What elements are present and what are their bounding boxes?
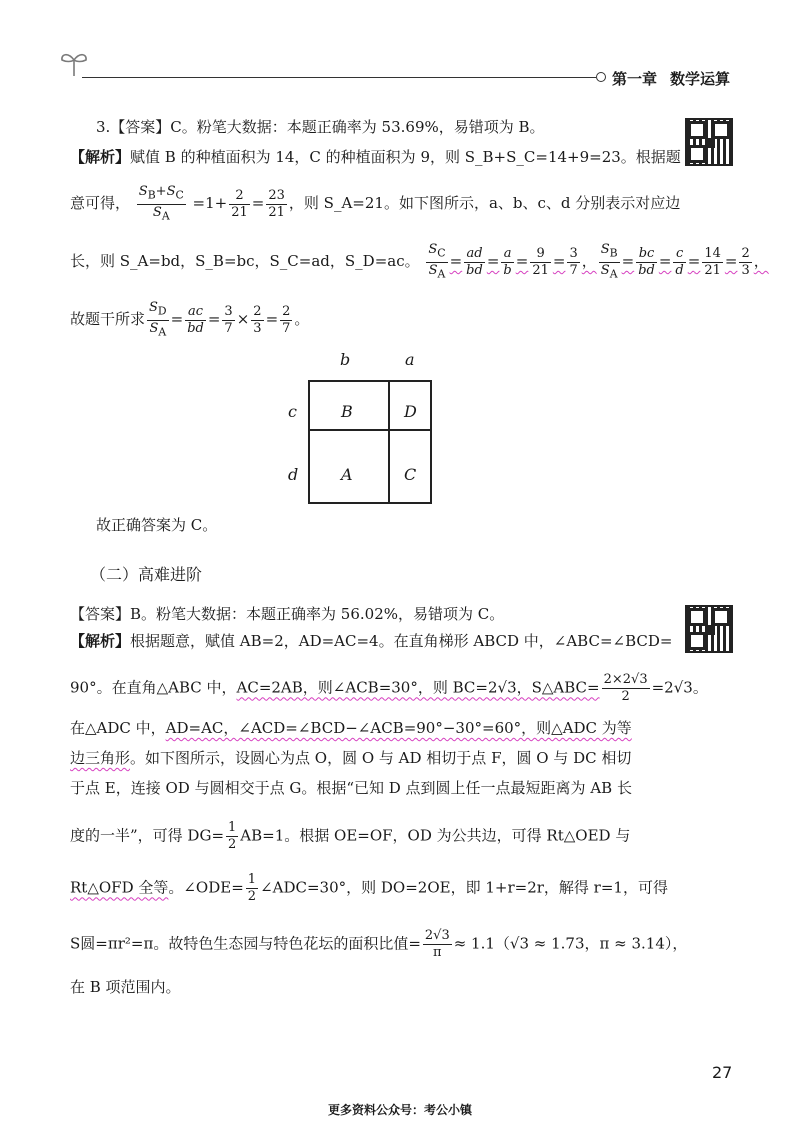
s2-l2-underlined: AC=2AB，则∠ACB=30°，则 BC=2√3，S△ABC= — [236, 678, 600, 697]
q3-analysis-line-3: 长，则 S_A=bd，S_B=bc，S_C=ad，S_D=ac。 $\frac{S_C}{S_A}$ = $\frac{ad}{bd}$ = $\frac{a}{b}$ = $\frac{9}{21}$ = $\frac{3}{7}$ ， $\frac{S_B}{S_A}$ = $\frac{bc}{bd}$ = $\frac{c}{d}$ = $\frac{14}{21}$ = $\frac{2}{3}$ ， — [70, 242, 769, 281]
s2-l7-post: 。∠ODE= — [168, 878, 244, 897]
q3-l1: 赋值 B 的种植面积为 14，C 的种植面积为 9，则 S_B+S_C=14+9=23。根据题 — [130, 148, 681, 166]
s2-l3-underlined: AD=AC，∠ACD=∠BCD−∠ACB=90°−30°=60°，则△ADC 为等 — [165, 719, 632, 737]
chapter-label: 第一章 — [612, 70, 658, 88]
q3-analysis-line-1 — [70, 146, 681, 168]
section-heading: （二）高难进阶 — [90, 565, 203, 584]
q3-conclusion: 故正确答案为 C。 — [96, 516, 218, 534]
s2-analysis-line-1 — [70, 630, 672, 652]
label-d: d — [288, 465, 299, 484]
s2-l4-post: 。如下图所示，设圆心为点 O，圆 O 与 AD 相切于点 F，圆 O 与 DC 相切 — [130, 749, 632, 767]
q3-analysis-line-4: 故题干所求 $\frac{S_D}{S_A}$ = $\frac{ac}{bd}$ = $\frac{3}{7}$ × $\frac{2}{3}$ = $\frac{2}{7}$ 。 — [70, 300, 310, 339]
s2-analysis-line-7: Rt△OFD 全等。∠ODE= $\frac{1}{2}$ ∠ADC=30°，则 DO=2OE，即 1+r=2r，解得 r=1，可得 — [70, 872, 668, 904]
s2-analysis-line-6: 度的一半”，可得 DG= $\frac{1}{2}$ AB=1。根据 OE=OF，OD 为公共边，可得 Rt△OED 与 — [70, 820, 631, 852]
header-rule — [82, 77, 596, 78]
q3-l2-pre: 意可得， — [70, 194, 131, 213]
s2-answer-line: 【答案】B。粉笔大数据：本题正确率为 56.02%，易错项为 C。 — [70, 605, 505, 623]
s2-analysis-line-5: 于点 E，连接 OD 与圆相交于点 G。根据“已知 D 点到圆上任一点最短距离为 AB 长 — [70, 779, 632, 797]
label-c: c — [288, 402, 297, 421]
cell-B: B — [341, 402, 353, 421]
s2-l2-pre: 90°。在直角△ABC 中， — [70, 678, 237, 697]
s2-analysis-line-9: 在 B 项范围内。 — [70, 978, 181, 996]
s2-l1: 根据题意，赋值 AB=2，AD=AC=4。在直角梯形 ABCD 中，∠ABC=∠BCD= — [130, 632, 673, 650]
analysis-tag: 【解析】 — [70, 148, 131, 166]
cell-D: D — [404, 402, 417, 421]
s2-l7-underlined: Rt△OFD 全等 — [70, 878, 169, 897]
s2-l6-pre: 度的一半”，可得 DG= — [70, 826, 225, 845]
page-number: 27 — [712, 1063, 733, 1082]
s2-l4-underlined: 边三角形 — [70, 749, 131, 767]
s2-analysis-line-3 — [70, 717, 632, 739]
q3-answer-line: 3.【答案】C。粉笔大数据：本题正确率为 53.69%，易错项为 B。 — [96, 118, 545, 136]
q3-l2-post: ，则 S_A=21。如下图所示，a、b、c、d 分别表示对应边 — [288, 194, 681, 213]
q3-l3-pre: 长，则 S_A=bd，S_B=bc，S_C=ad，S_D=ac。 — [70, 252, 420, 271]
cell-C: C — [404, 465, 417, 484]
s2-l8-post: ≈ 1.1（√3 ≈ 1.73，π ≈ 3.14）， — [453, 934, 688, 953]
label-b: b — [340, 350, 351, 369]
area-square — [308, 380, 432, 504]
analysis-tag-2: 【解析】 — [70, 632, 131, 650]
s2-l8-pre: S圆=πr²=π。故特色生态园与特色花坛的面积比值= — [70, 934, 421, 953]
s2-l3-pre: 在△ADC 中， — [70, 719, 166, 737]
vertical-divider — [388, 380, 390, 504]
footer-note: 更多资料公众号：考公小镇 — [327, 1103, 472, 1117]
s2-analysis-line-4 — [70, 747, 631, 769]
sprout-logo-icon — [58, 48, 90, 78]
qr-code-2[interactable] — [685, 605, 733, 653]
s2-l6-post: AB=1。根据 OE=OF，OD 为公共边，可得 Rt△OED 与 — [240, 826, 631, 845]
header-rule-dot — [596, 72, 606, 82]
s2-analysis-line-2: 90°。在直角△ABC 中，AC=2AB，则∠ACB=30°，则 BC=2√3，S△ABC= $\frac{2\times 2√3}{2}$ =2√3。 — [70, 672, 708, 704]
cell-A: A — [341, 465, 353, 484]
q3-analysis-line-2: 意可得， $\frac{S_B+S_C}{S_A}$ =1+ $\frac{2}{21}$ = $\frac{23}{21}$ ，则 S_A=21。如下图所示，a、b、c、d 分别表示对应边 — [70, 184, 681, 223]
chapter-title: 数学运算 — [670, 70, 731, 88]
qr-code-1[interactable] — [685, 118, 733, 166]
s2-analysis-line-8: S圆=πr²=π。故特色生态园与特色花坛的面积比值= $\frac{2√3}{\pi}$ ≈ 1.1（√3 ≈ 1.73，π ≈ 3.14）， — [70, 928, 688, 960]
s2-l7-post2: ∠ADC=30°，则 DO=2OE，即 1+r=2r，解得 r=1，可得 — [260, 878, 668, 897]
q3-l4-pre: 故题干所求 — [70, 310, 146, 329]
horizontal-divider — [308, 429, 432, 431]
label-a: a — [405, 350, 415, 369]
